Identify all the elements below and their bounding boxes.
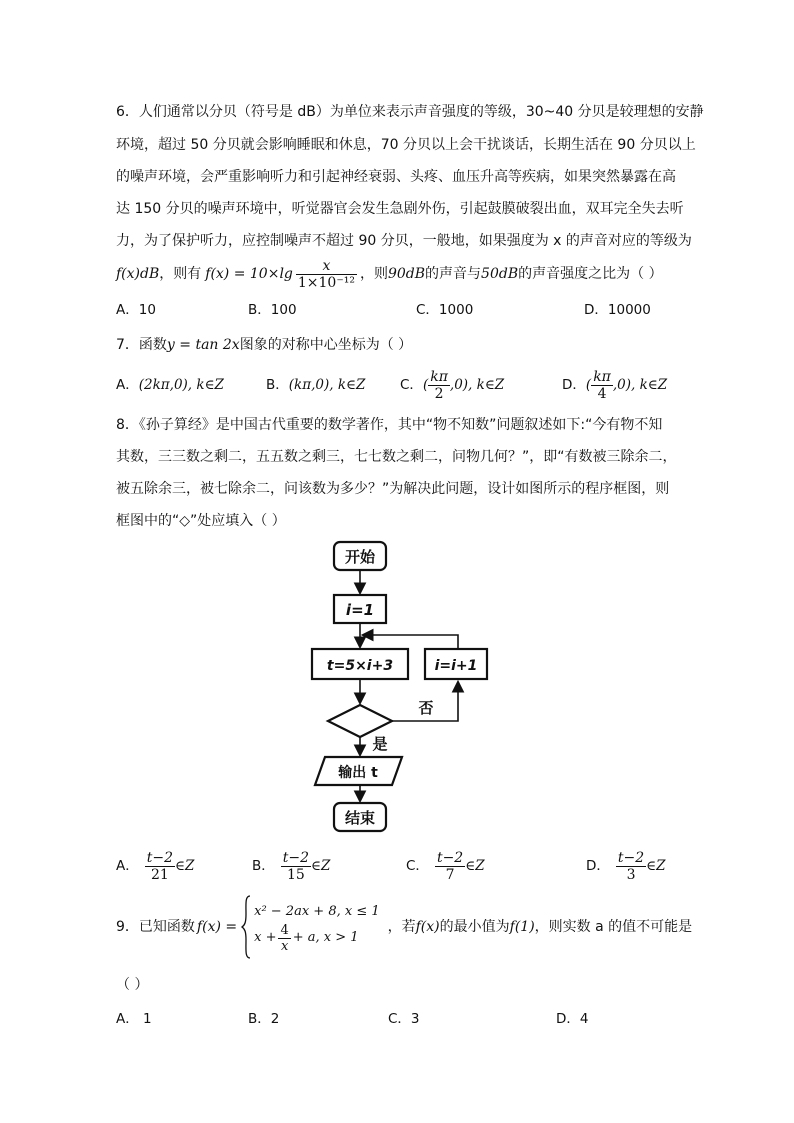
q7-option-a-label: A． <box>116 377 139 393</box>
q9-case-2-post: + a, x > 1 <box>292 930 359 945</box>
q7-option-c[interactable] <box>400 368 504 402</box>
q7-stem-a: 7．函数 <box>116 337 167 353</box>
q8-option-c-fraction <box>435 850 465 883</box>
q7-option-d-fraction <box>591 369 613 402</box>
q8-option-b-fraction <box>281 850 311 883</box>
q7-option-d-pre: ( <box>585 377 592 393</box>
q9-paren: （ ） <box>116 977 149 993</box>
flow-arrow-loop <box>364 635 458 649</box>
q6-option-c[interactable]: C．1000 <box>416 302 474 318</box>
q8-option-a-fraction <box>145 850 175 883</box>
q8-option-a-num: t−2 <box>146 849 174 866</box>
q8-line-1: 8．《孙子算经》是中国古代重要的数学著作，其中“物不知数”问题叙述如下:“今有物不知 <box>116 417 663 433</box>
q8-option-a-den: 21 <box>150 866 169 883</box>
q8-option-d[interactable] <box>586 848 666 884</box>
q9-stem-f1: f(1) <box>509 919 535 935</box>
flow-no-label: 否 <box>418 699 434 717</box>
q7-option-d[interactable] <box>562 368 667 402</box>
flowchart <box>300 535 510 835</box>
q9-case-2-pre: x + <box>254 930 277 945</box>
q9-piecewise <box>241 894 380 960</box>
q6-formula-tail3: 的声音强度之比为（ ） <box>518 266 663 282</box>
q7-option-d-den: 4 <box>597 385 607 402</box>
q9-case-2-fraction <box>278 923 290 954</box>
q7-option-c-label: C． <box>400 377 423 393</box>
q8-option-b-num: t−2 <box>282 849 310 866</box>
q8-option-d-fraction <box>616 850 646 883</box>
q6-formula-fraction <box>296 258 357 291</box>
q8-option-b-den: 15 <box>286 866 305 883</box>
q6-formula-tail2: 的声音与 <box>425 266 482 282</box>
q6-formula-num: x <box>296 258 357 275</box>
flow-output-label: 输出 t <box>338 765 378 781</box>
q7-stem-b: 图象的对称中心坐标为（ ） <box>239 337 413 353</box>
flow-decision-diamond <box>328 705 392 737</box>
q7-option-c-pre: ( <box>422 377 429 393</box>
q9-case-1: x² − 2ax + 8, x ≤ 1 <box>254 903 380 919</box>
q7-option-d-label: D． <box>562 377 586 393</box>
q9-stem-a: 9．已知函数 <box>116 919 195 935</box>
q8-line-2: 其数，三三数之剩二，五五数之剩三，七七数之剩二，问物几何？”，即“有数被三除余二， <box>116 449 677 465</box>
q6-option-d[interactable]: D．10000 <box>584 302 651 318</box>
q7-option-b-label: B． <box>266 377 289 393</box>
q8-option-b-label: B． <box>252 858 275 874</box>
q7-option-b-text: (kπ,0), k∈Z <box>288 377 366 393</box>
q6-option-a[interactable]: A．10 <box>116 302 156 318</box>
q6-formula-v1: 90dB <box>387 266 426 282</box>
q7-option-c-fraction <box>428 369 450 402</box>
q6-formula-mid: ，则有 <box>159 266 202 282</box>
q9-option-d[interactable]: D．4 <box>556 1011 589 1027</box>
flow-init-label: i=1 <box>345 601 375 619</box>
q6-formula-lhs: f(x) = 10×lg <box>205 266 293 282</box>
q6-line-5: 力，为了保护听力，应控制噪声不超过 90 分贝，一般地，如果强度为 x 的声音对应的等级为 <box>116 233 692 249</box>
q9-case-2-num: 4 <box>280 922 289 938</box>
q9-option-c[interactable]: C．3 <box>388 1011 420 1027</box>
q9-cases <box>254 901 380 954</box>
q7-option-c-num: kπ <box>430 368 448 385</box>
q8-line-4: 框图中的“◇”处应填入（ ） <box>116 513 286 529</box>
q8-option-c[interactable] <box>406 848 485 884</box>
flow-incr-label: i=i+1 <box>434 658 478 674</box>
q6-line-3: 的噪声环境，会严重影响听力和引起神经衰弱、头疼、血压升高等疾病，如果突然暴露在高 <box>116 169 676 185</box>
flow-start-label: 开始 <box>344 548 376 566</box>
q8-option-a[interactable] <box>116 848 194 884</box>
q9-stem-d: ，则实数 a 的值不可能是 <box>534 919 693 935</box>
q9-case-2 <box>254 923 380 954</box>
q7-option-c-post: ,0), k∈Z <box>449 377 505 393</box>
q6-formula-lead: f(x)dB <box>116 266 160 282</box>
q8-option-a-label: A． <box>116 858 139 874</box>
q6-formula-line <box>116 256 663 292</box>
q6-line-4: 达 150 分贝的噪声环境中，听觉器官会发生急剧外伤，引起鼓膜破裂出血，双耳完全失去听 <box>116 201 684 217</box>
q6-formula-den: 1×10⁻¹² <box>297 274 355 291</box>
q9-option-a[interactable]: A． 1 <box>116 1011 152 1027</box>
flow-calc-label: t=5×i+3 <box>326 658 394 674</box>
q6-line-1: 6．人们通常以分贝（符号是 dB）为单位来表示声音强度的等级，30~40 分贝是较理想的安静 <box>116 104 704 120</box>
q8-option-d-post: ∈Z <box>646 858 666 874</box>
q8-option-a-post: ∈Z <box>175 858 195 874</box>
q7-option-a-text: (2kπ,0), k∈Z <box>138 377 224 393</box>
q8-option-b-post: ∈Z <box>311 858 331 874</box>
q8-option-b[interactable] <box>252 848 330 884</box>
flow-end-label: 结束 <box>344 809 376 827</box>
q6-formula-tail1: ，则 <box>359 266 388 282</box>
q9-option-b[interactable]: B．2 <box>248 1011 280 1027</box>
q8-line-3: 被五除余三，被七除余二，问该数为多少？”为解决此问题，设计如图所示的程序框图，则 <box>116 481 670 497</box>
q7-option-b[interactable] <box>266 376 365 394</box>
q8-option-d-label: D． <box>586 858 610 874</box>
q6-option-b[interactable]: B．100 <box>248 302 297 318</box>
q8-option-c-num: t−2 <box>436 849 464 866</box>
q9-stem-b: ，若 <box>387 919 416 935</box>
q7-stem <box>116 336 412 354</box>
q8-option-d-den: 3 <box>626 866 636 883</box>
q9-stem-fx: f(x) <box>415 919 440 935</box>
q6-formula-v2: 50dB <box>481 266 519 282</box>
q7-stem-math: y = tan 2x <box>166 337 240 353</box>
q7-option-a[interactable] <box>116 376 224 394</box>
q9-stem <box>116 894 692 960</box>
q7-option-c-den: 2 <box>434 385 444 402</box>
q6-line-2: 环境，超过 50 分贝就会影响睡眠和休息，70 分贝以上会干扰谈话，长期生活在 90 分贝以上 <box>116 137 696 153</box>
q8-option-c-den: 7 <box>445 866 455 883</box>
flow-yes-label: 是 <box>372 735 388 753</box>
q7-option-d-post: ,0), k∈Z <box>612 377 668 393</box>
q9-case-2-den: x <box>280 938 289 954</box>
q9-brace-icon <box>241 894 251 960</box>
q9-stem-c: 的最小值为 <box>439 919 510 935</box>
q8-option-c-label: C． <box>406 858 429 874</box>
q9-fx: f(x) = <box>196 919 238 935</box>
q7-option-d-num: kπ <box>593 368 611 385</box>
q8-option-c-post: ∈Z <box>465 858 485 874</box>
q8-option-d-num: t−2 <box>617 849 645 866</box>
